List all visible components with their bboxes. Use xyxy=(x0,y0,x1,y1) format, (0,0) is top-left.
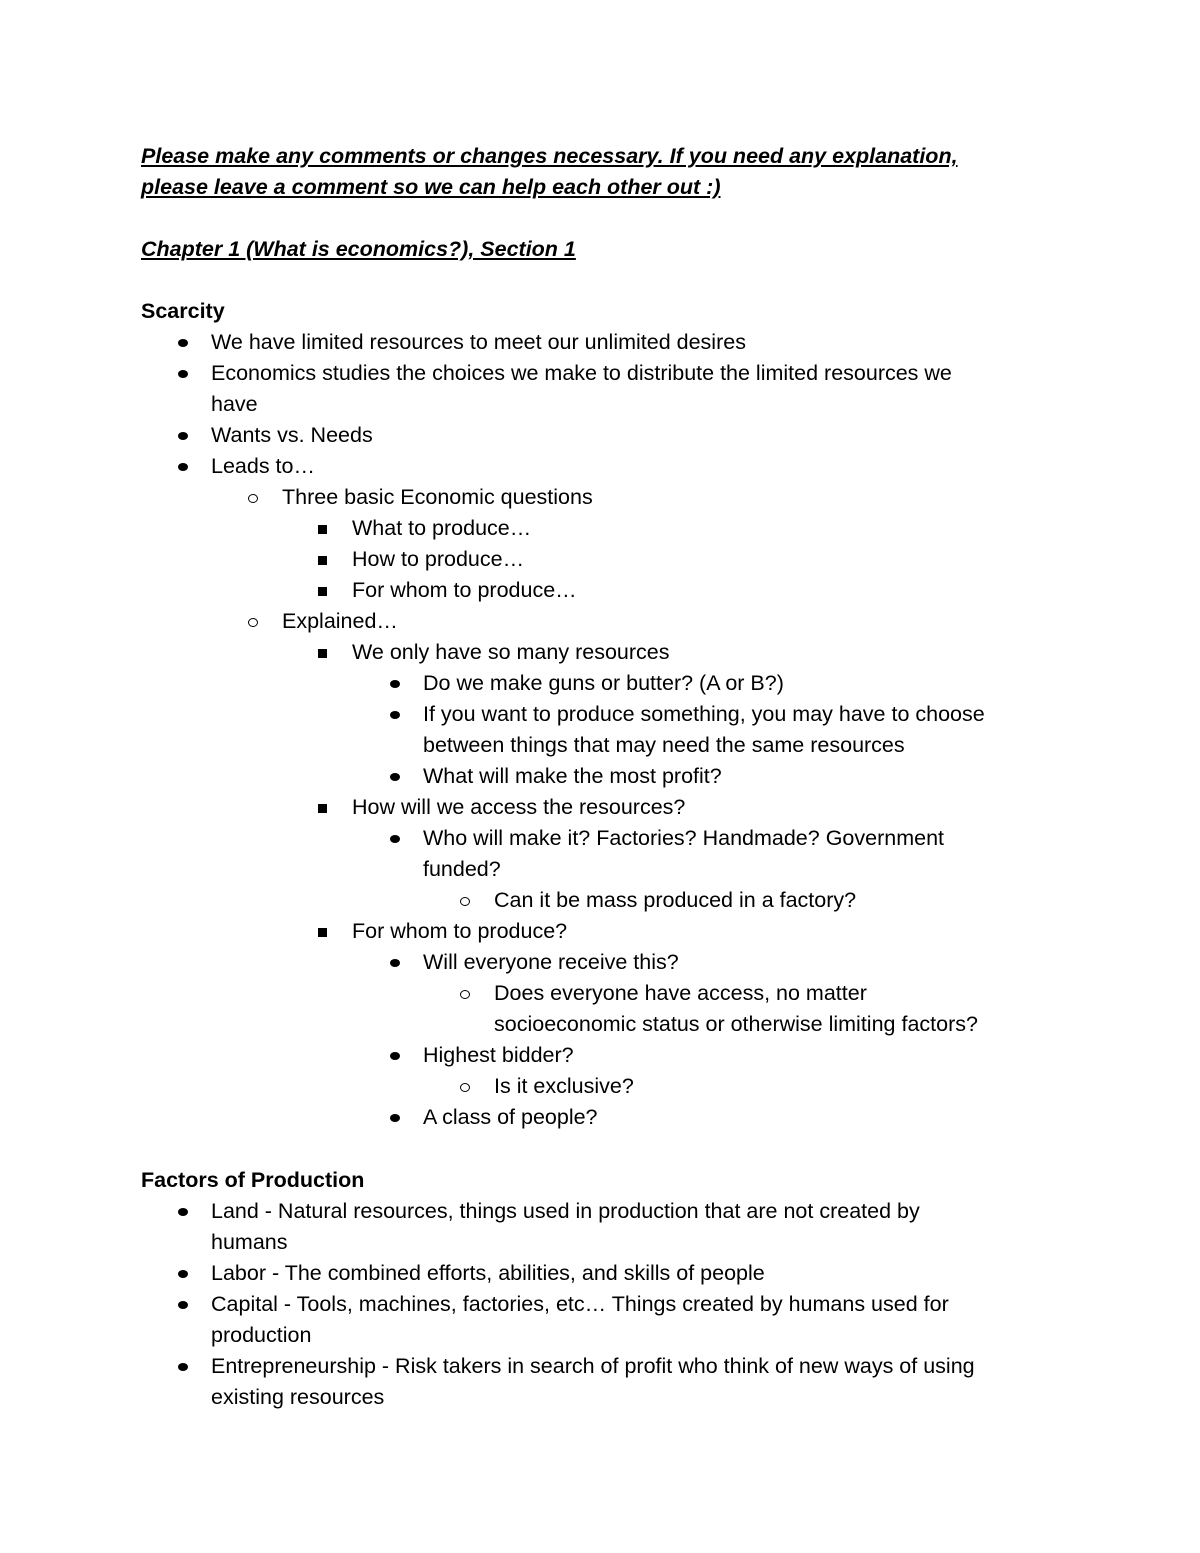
bullet-circle-icon xyxy=(460,885,470,916)
scarcity-heading: Scarcity xyxy=(141,299,225,323)
list-item: Entrepreneurship - Risk takers in search of profit who think of new ways of using xyxy=(211,1354,975,1378)
bullet-dot-icon xyxy=(178,1289,188,1320)
bullet-square-icon xyxy=(318,544,327,575)
bullet-dot-icon xyxy=(178,451,188,482)
bullet-dot-icon xyxy=(178,358,188,389)
list-item: What to produce… xyxy=(352,516,532,540)
bullet-dot-icon xyxy=(178,1351,188,1382)
list-item: We only have so many resources xyxy=(352,640,670,664)
list-item: How will we access the resources? xyxy=(352,795,686,819)
list-item: Is it exclusive? xyxy=(494,1074,634,1098)
bullet-dot-icon xyxy=(390,1102,400,1133)
bullet-circle-icon xyxy=(460,1071,470,1102)
list-item: Three basic Economic questions xyxy=(282,485,593,509)
bullet-dot-icon xyxy=(390,1040,400,1071)
chapter-title: Chapter 1 (What is economics?), Section 1 xyxy=(141,237,576,261)
list-item: If you want to produce something, you may have to choose xyxy=(423,702,985,726)
bullet-dot-icon xyxy=(178,327,188,358)
bullet-dot-icon xyxy=(390,699,400,730)
list-item: Who will make it? Factories? Handmade? Government xyxy=(423,826,944,850)
list-item: For whom to produce… xyxy=(352,578,577,602)
list-item: What will make the most profit? xyxy=(423,764,722,788)
bullet-circle-icon xyxy=(460,978,470,1009)
bullet-dot-icon xyxy=(390,668,400,699)
list-item: Capital - Tools, machines, factories, etc… Things created by humans used for xyxy=(211,1292,949,1316)
list-item-continuation: humans xyxy=(211,1230,288,1254)
intro-line-1: Please make any comments or changes necessary. If you need any explanation, xyxy=(141,144,958,168)
bullet-square-icon xyxy=(318,792,327,823)
list-item: How to produce… xyxy=(352,547,525,571)
list-item: Will everyone receive this? xyxy=(423,950,679,974)
list-item: Does everyone have access, no matter xyxy=(494,981,867,1005)
list-item: A class of people? xyxy=(423,1105,598,1129)
list-item-continuation: production xyxy=(211,1323,312,1347)
list-item: Labor - The combined efforts, abilities, and skills of people xyxy=(211,1261,765,1285)
list-item: Can it be mass produced in a factory? xyxy=(494,888,857,912)
bullet-square-icon xyxy=(318,575,327,606)
list-item-continuation: socioeconomic status or otherwise limiting factors? xyxy=(494,1012,978,1036)
list-item: Highest bidder? xyxy=(423,1043,574,1067)
list-item: Land - Natural resources, things used in production that are not created by xyxy=(211,1199,920,1223)
list-item: Explained… xyxy=(282,609,398,633)
list-item: Wants vs. Needs xyxy=(211,423,373,447)
bullet-dot-icon xyxy=(390,823,400,854)
bullet-square-icon xyxy=(318,916,327,947)
list-item-continuation: existing resources xyxy=(211,1385,385,1409)
bullet-dot-icon xyxy=(178,420,188,451)
bullet-square-icon xyxy=(318,513,327,544)
bullet-dot-icon xyxy=(178,1196,188,1227)
list-item-continuation: funded? xyxy=(423,857,501,881)
bullet-circle-icon xyxy=(248,482,258,513)
list-item: For whom to produce? xyxy=(352,919,568,943)
bullet-dot-icon xyxy=(390,761,400,792)
list-item: Leads to… xyxy=(211,454,315,478)
bullet-dot-icon xyxy=(390,947,400,978)
list-item: We have limited resources to meet our unlimited desires xyxy=(211,330,746,354)
factors-heading: Factors of Production xyxy=(141,1168,365,1192)
bullet-square-icon xyxy=(318,637,327,668)
list-item: Economics studies the choices we make to distribute the limited resources we xyxy=(211,361,952,385)
intro-line-2: please leave a comment so we can help each other out :) xyxy=(141,175,721,199)
bullet-circle-icon xyxy=(248,606,258,637)
list-item-continuation: between things that may need the same resources xyxy=(423,733,905,757)
list-item-continuation: have xyxy=(211,392,258,416)
bullet-dot-icon xyxy=(178,1258,188,1289)
list-item: Do we make guns or butter? (A or B?) xyxy=(423,671,784,695)
